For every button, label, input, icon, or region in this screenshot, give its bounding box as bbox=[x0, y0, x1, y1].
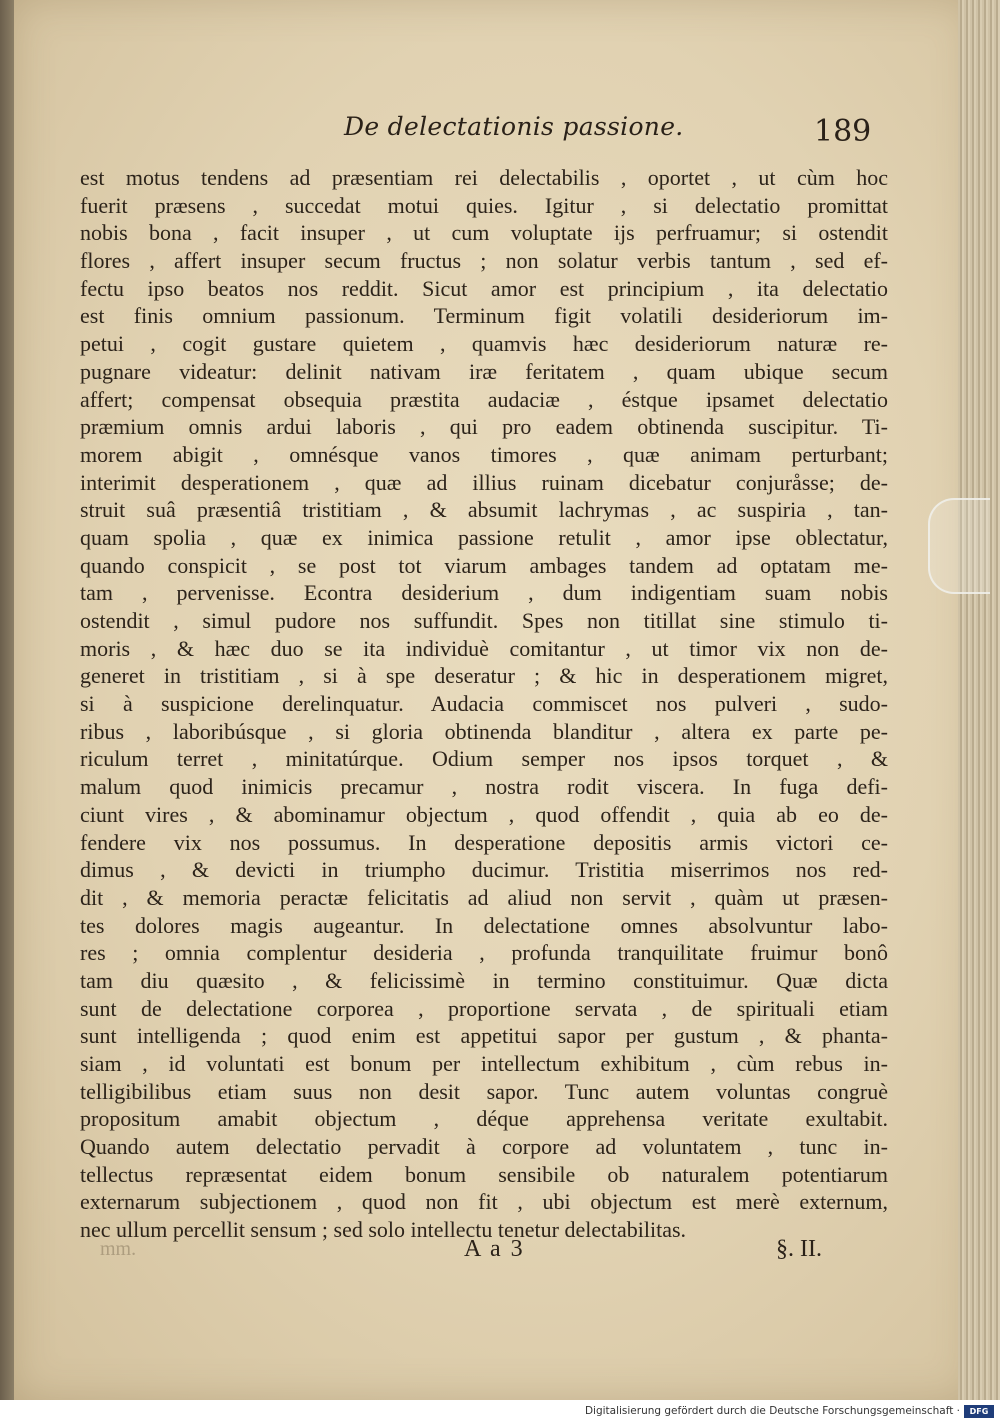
page-clip bbox=[928, 498, 990, 594]
text-line: propositum amabit objectum , déque apprehensa veritate exultabit. bbox=[80, 1106, 888, 1132]
text-line: pugnare videatur: delinit nativam iræ feritatem , quam ubique secum bbox=[80, 358, 888, 384]
text-line: dit , & memoria peractæ felicitatis ad aliud non servit , quàm ut præsen- bbox=[80, 884, 888, 910]
digitization-footer bbox=[0, 1400, 1000, 1424]
text-line: quando conspicit , se post tot viarum ambages tandem ad optatam me- bbox=[80, 552, 888, 578]
text-line: ribus , laboribúsque , si gloria obtinenda blanditur , altera ex parte pe- bbox=[80, 718, 888, 744]
dfg-logo: DFG bbox=[964, 1405, 994, 1418]
text-line: interimit desperationem , quæ ad illius ruinam dicebatur conjuråsse; de- bbox=[80, 469, 888, 495]
text-line: tellectus repræsentat eidem bonum sensibile ob naturalem potentiarum bbox=[80, 1161, 888, 1187]
text-line: ciunt vires , & abominamur objectum , quod offendit , quia ab eo de- bbox=[80, 801, 888, 827]
text-line: morem abigit , omnésque vanos timores , quæ animam perturbant; bbox=[80, 441, 888, 467]
text-line: fendere vix nos possumus. In desperatione depositis armis victori ce- bbox=[80, 829, 888, 855]
signature-mark: A a 3 bbox=[464, 1236, 525, 1262]
running-head: De delectationis passione. bbox=[344, 112, 684, 141]
text-line: riculum terret , minitatúrque. Odium semper nos ipsos torquet , & bbox=[80, 746, 888, 772]
text-line: tes dolores magis augeantur. In delectatione omnes absolvuntur labo- bbox=[80, 912, 888, 938]
page-edges bbox=[958, 0, 1000, 1400]
text-line: fuerit præsens , succedat motui quies. Igitur , si delectatio promittat bbox=[80, 192, 888, 218]
text-line: telligibilibus etiam suus non desit sapor. Tunc autem voluntas congruè bbox=[80, 1078, 888, 1104]
text-line: tam , pervenisse. Econtra desiderium , dum indigentiam suam nobis bbox=[80, 580, 888, 606]
text-line: quam spolia , quæ ex inimica passione retulit , amor ipse oblectatur, bbox=[80, 524, 888, 550]
text-line: flores , affert insuper secum fructus ; non solatur verbis tantum , sed ef- bbox=[80, 248, 888, 274]
text-line: generet in tristitiam , si à spe deseratur ; & hic in desperationem migret, bbox=[80, 663, 888, 689]
text-line: tam diu quæsito , & felicissimè in termino constituimur. Quæ dicta bbox=[80, 967, 888, 993]
text-line: ostendit , simul pudore nos suffundit. Spes non titillat sine stimulo ti- bbox=[80, 608, 888, 633]
faint-catch-mark: mm. bbox=[100, 1238, 137, 1260]
text-line: fectu ipso beatos nos reddit. Sicut amor est principium , ita delectatio bbox=[80, 275, 888, 301]
text-line: moris , & hæc duo se ita individuè comitantur , ut timor vix non de- bbox=[80, 635, 888, 661]
text-line: nec ullum percellit sensum ; sed solo intellectu tenetur delectabilitas. bbox=[80, 1217, 687, 1243]
digitization-note: Digitalisierung gefördert durch die Deutsche Forschungsgemeinschaft · bbox=[584, 1405, 960, 1417]
text-line: est motus tendens ad præsentiam rei delectabilis , oportet , ut cùm hoc bbox=[80, 165, 888, 190]
text-line: externarum subjectionem , quod non fit , ubi objectum est merè externum, bbox=[80, 1189, 888, 1215]
text-line: siam , id voluntati est bonum per intellectum exhibitum , cùm rebus in- bbox=[80, 1051, 888, 1076]
text-line: dimus , & devicti in triumpho ducimur. Tristitia miserrimos nos red- bbox=[80, 857, 888, 883]
catchword-section: §. II. bbox=[776, 1236, 822, 1262]
text-line: sunt intelligenda ; quod enim est appetitui sapor per gustum , & phanta- bbox=[80, 1023, 888, 1049]
text-line: struit suâ præsentiâ tristitiam , & absumit lachrymas , ac suspiria , tan- bbox=[80, 497, 888, 523]
text-line: affert; compensat obsequia præstita audaciæ , éstque ipsamet delectatio bbox=[80, 386, 888, 412]
text-line: si à suspicione derelinquatur. Audacia commiscet nos pulveri , sudo- bbox=[80, 691, 888, 717]
page-number: 189 bbox=[814, 114, 872, 149]
text-line: præmium omnis ardui laboris , qui pro eadem obtinenda suscipitur. Ti- bbox=[80, 414, 888, 440]
text-line: petui , cogit gustare quietem , quamvis hæc desideriorum naturæ re- bbox=[80, 331, 888, 357]
text-line: Quando autem delectatio pervadit à corpore ad voluntatem , tunc in- bbox=[80, 1134, 888, 1160]
text-line: sunt de delectatione corporea , proportione servata , de spirituali etiam bbox=[80, 995, 888, 1021]
text-line: res ; omnia complentur desideria , profunda tranquilitate fruimur bonô bbox=[80, 940, 888, 966]
text-line: est finis omnium passionum. Terminum figit volatili desideriorum im- bbox=[80, 303, 888, 329]
text-line: malum quod inimicis precamur , nostra rodit viscera. In fuga defi- bbox=[80, 774, 888, 800]
text-line: nobis bona , facit insuper , ut cum voluptate ijs perfruamur; si ostendit bbox=[80, 220, 888, 246]
body-text bbox=[80, 164, 888, 1244]
